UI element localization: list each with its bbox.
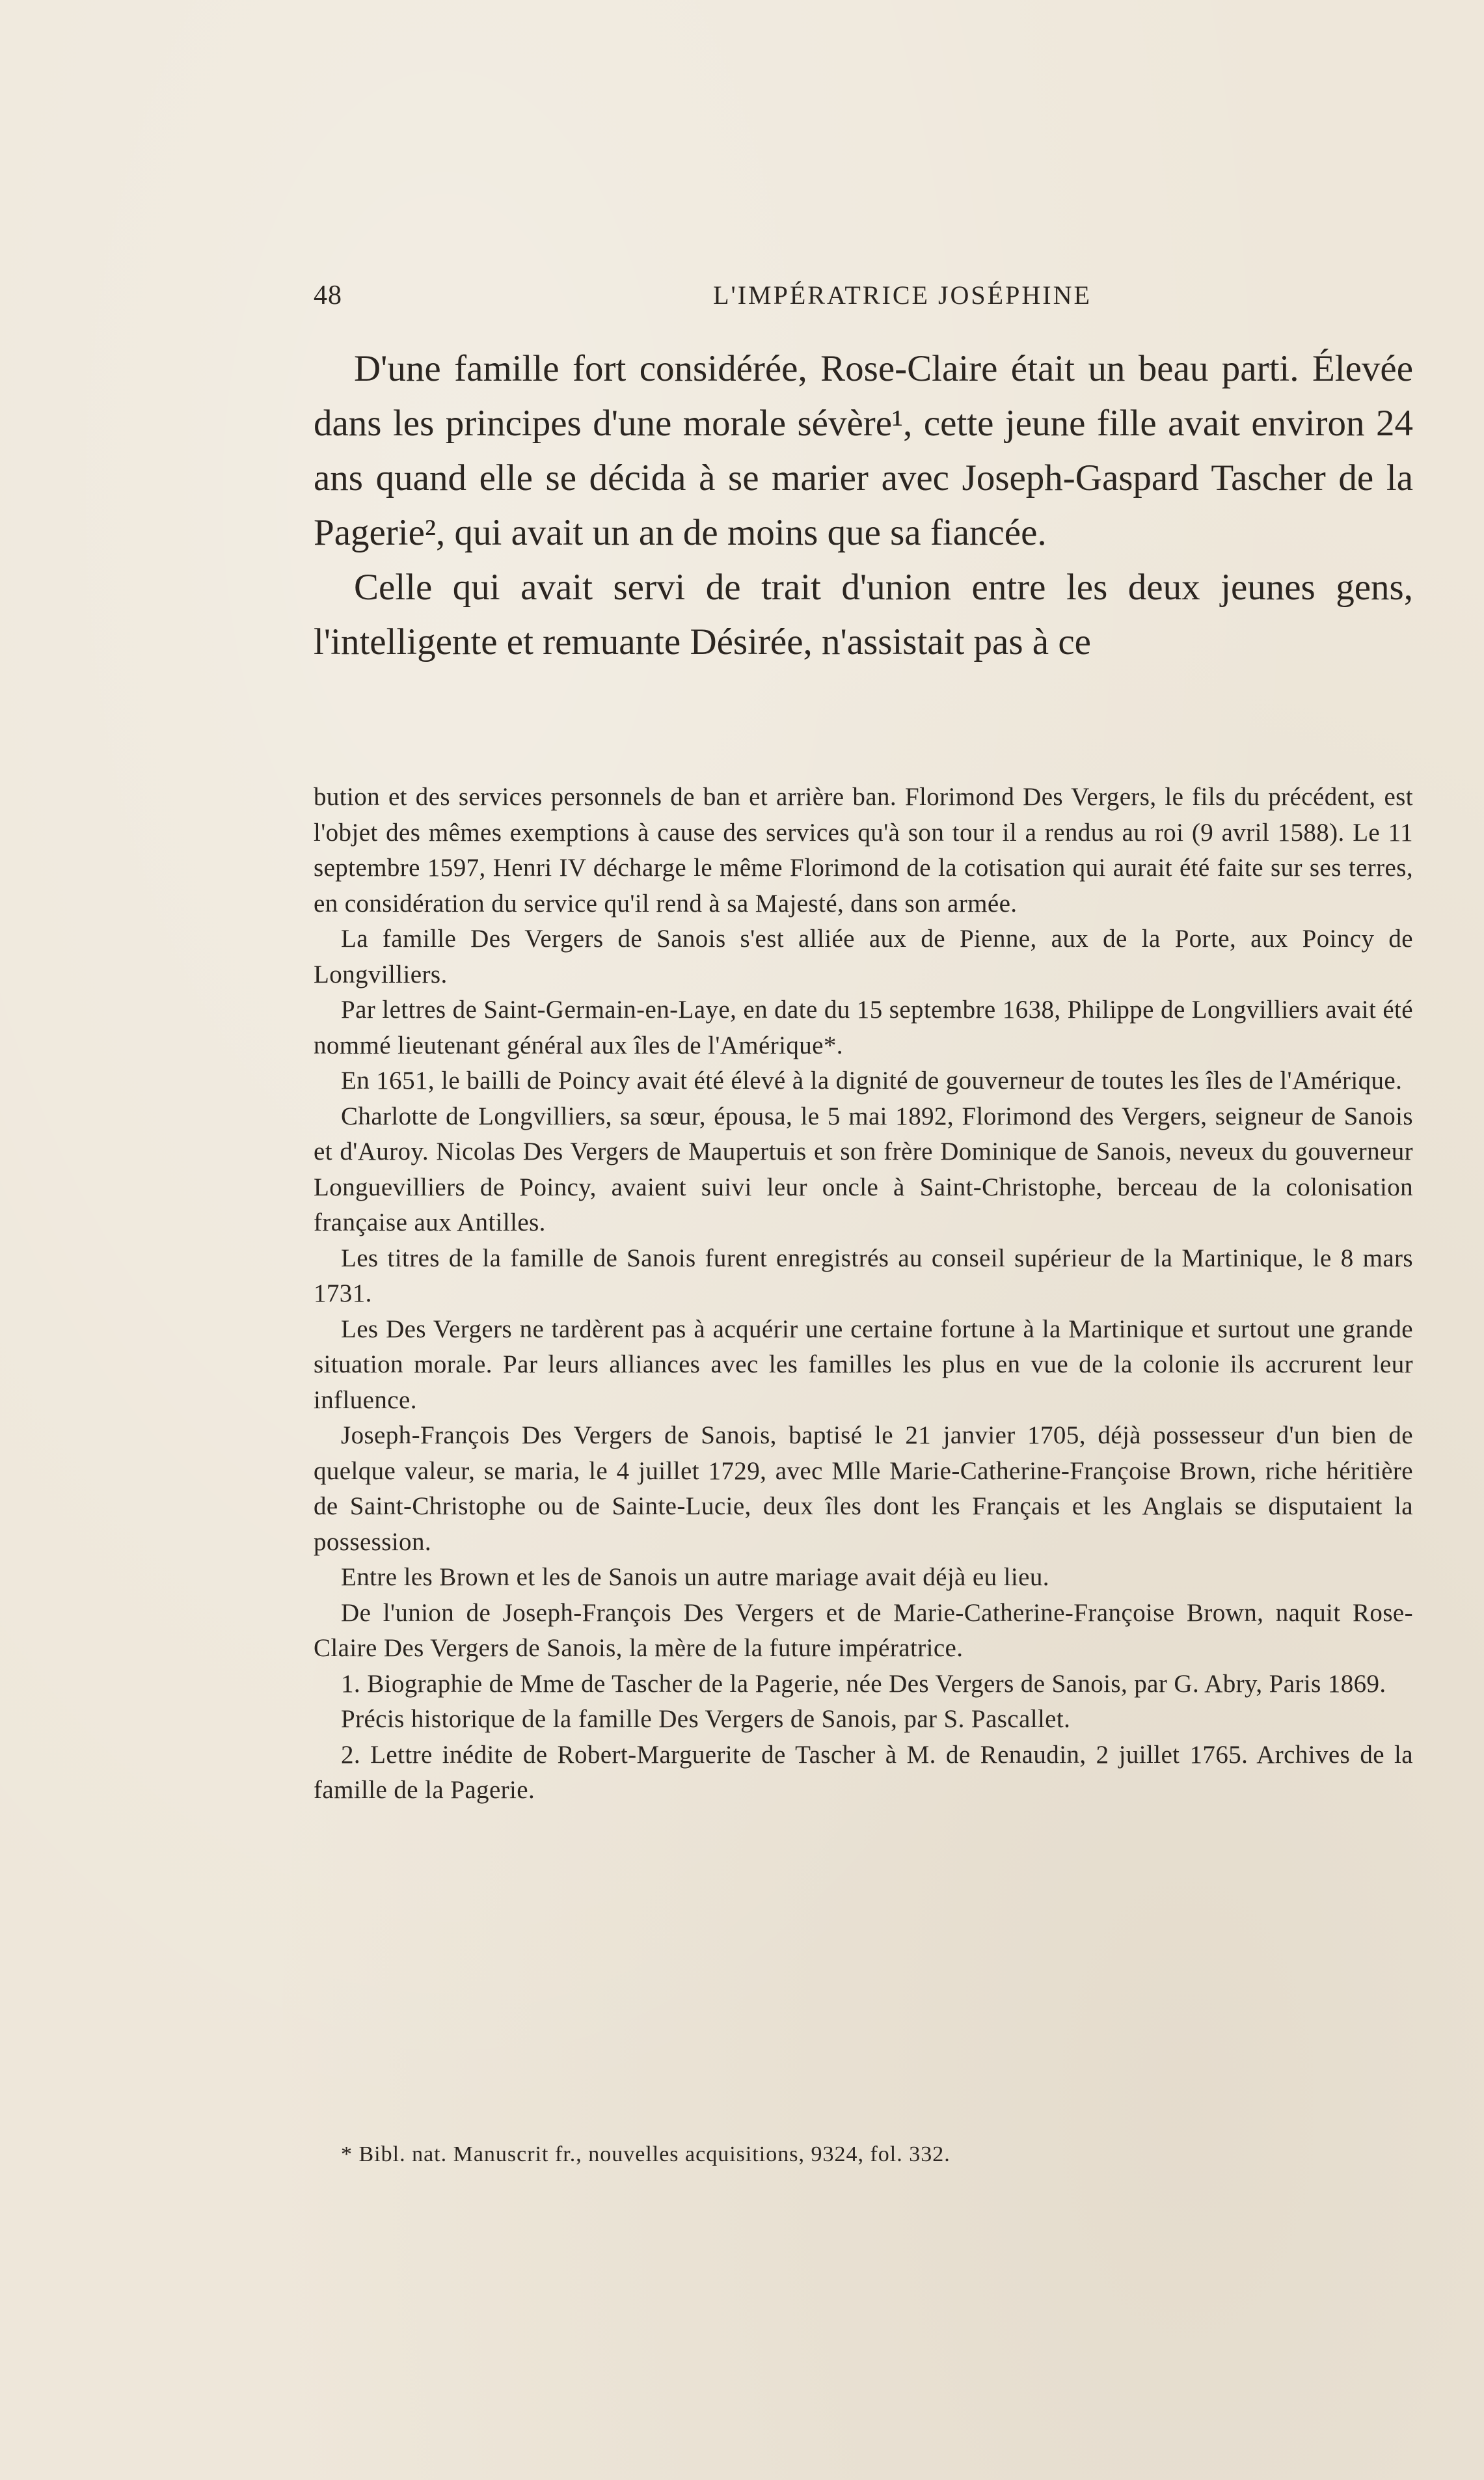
footnote-1-continuation: Précis historique de la famille Des Vergers de Sanois, par S. Pascallet.: [341, 1705, 1071, 1733]
page-header: [314, 280, 1413, 319]
footnote-paragraph-1: bution et des services personnels de ban et arrière ban. Florimond Des Vergers, le fils du précédent, est l'objet des mêmes exemptions à cause des services qu'à son tour il a rendus au roi (9 avril 1588). Le 11 septembre 1597, Henri IV décharge le même Florimond de la cotisation qui aurait été faite sur ses terres, en considération du service qu'il rend à sa Majesté, dans son armée.: [314, 783, 1413, 918]
main-text: [314, 342, 1413, 670]
footnote-paragraph-4: En 1651, le bailli de Poincy avait été élevé à la dignité de gouverneur de toutes les îles de l'Amérique.: [341, 1067, 1403, 1095]
footnote-paragraph-8: Joseph-François Des Vergers de Sanois, baptisé le 21 janvier 1705, déjà possesseur d'un bien de quelque valeur, se maria, le 4 juillet 1729, avec Mlle Marie-Catherine-Françoise Brown, riche héritière de Saint-Christophe ou de Sainte-Lucie, deux îles dont les Français et les Anglais se disputaient la possession.: [314, 1421, 1413, 1556]
footnote-paragraph-9: Entre les Brown et les de Sanois un autre mariage avait déjà eu lieu.: [341, 1563, 1049, 1591]
footnote-paragraph-7: Les Des Vergers ne tardèrent pas à acquérir une certaine fortune à la Martinique et surtout une grande situation morale. Par leurs alliances avec les familles les plus en vue de la colonie ils accrurent leur influence.: [314, 1315, 1413, 1414]
footnote-1: 1. Biographie de Mme de Tascher de la Pagerie, née Des Vergers de Sanois, par G. Abry, Paris 1869.: [341, 1669, 1386, 1698]
footnote-2: 2. Lettre inédite de Robert-Marguerite de Tascher à M. de Renaudin, 2 juillet 1765. Archives de la famille de la Pagerie.: [314, 1740, 1413, 1804]
archival-note: * Bibl. nat. Manuscrit fr., nouvelles acquisitions, 9324, fol. 332.: [341, 2142, 951, 2166]
footnote-paragraph-3: Par lettres de Saint-Germain-en-Laye, en date du 15 septembre 1638, Philippe de Longvilliers avait été nommé lieutenant général aux îles de l'Amérique*.: [314, 996, 1413, 1059]
main-paragraph-1: D'une famille fort considérée, Rose-Claire était un beau parti. Élevée dans les principes d'une morale sévère¹, cette jeune fille avait environ 24 ans quand elle se décida à se marier avec Joseph-Gaspard Tascher de la Pagerie², qui avait un an de moins que sa fiancée.: [314, 348, 1413, 553]
footnote-paragraph-6: Les titres de la famille de Sanois furent enregistrés au conseil supérieur de la Martinique, le 8 mars 1731.: [314, 1244, 1413, 1307]
footnote-paragraph-10: De l'union de Joseph-François Des Vergers et de Marie-Catherine-Françoise Brown, naquit Rose-Claire Des Vergers de Sanois, la mère de la future impératrice.: [314, 1598, 1413, 1662]
running-title: L'IMPÉRATRICE JOSÉPHINE: [713, 280, 1092, 310]
footnotes: [314, 780, 1413, 1808]
footnote-paragraph-2: La famille Des Vergers de Sanois s'est alliée aux de Pienne, aux de la Porte, aux Poincy de Longvilliers.: [314, 925, 1413, 988]
page-number: 48: [314, 280, 342, 310]
footnote-paragraph-5: Charlotte de Longvilliers, sa sœur, épousa, le 5 mai 1892, Florimond des Vergers, seigneur de Sanois et d'Auroy. Nicolas Des Vergers de Maupertuis et son frère Dominique de Sanois, neveux du gouverneur Longuevilliers de Poincy, avaient suivi leur oncle à Saint-Christophe, berceau de la colonisation française aux Antilles.: [314, 1102, 1413, 1236]
main-paragraph-2: Celle qui avait servi de trait d'union entre les deux jeunes gens, l'intelligente et remuante Désirée, n'assistait pas à ce: [314, 567, 1413, 662]
